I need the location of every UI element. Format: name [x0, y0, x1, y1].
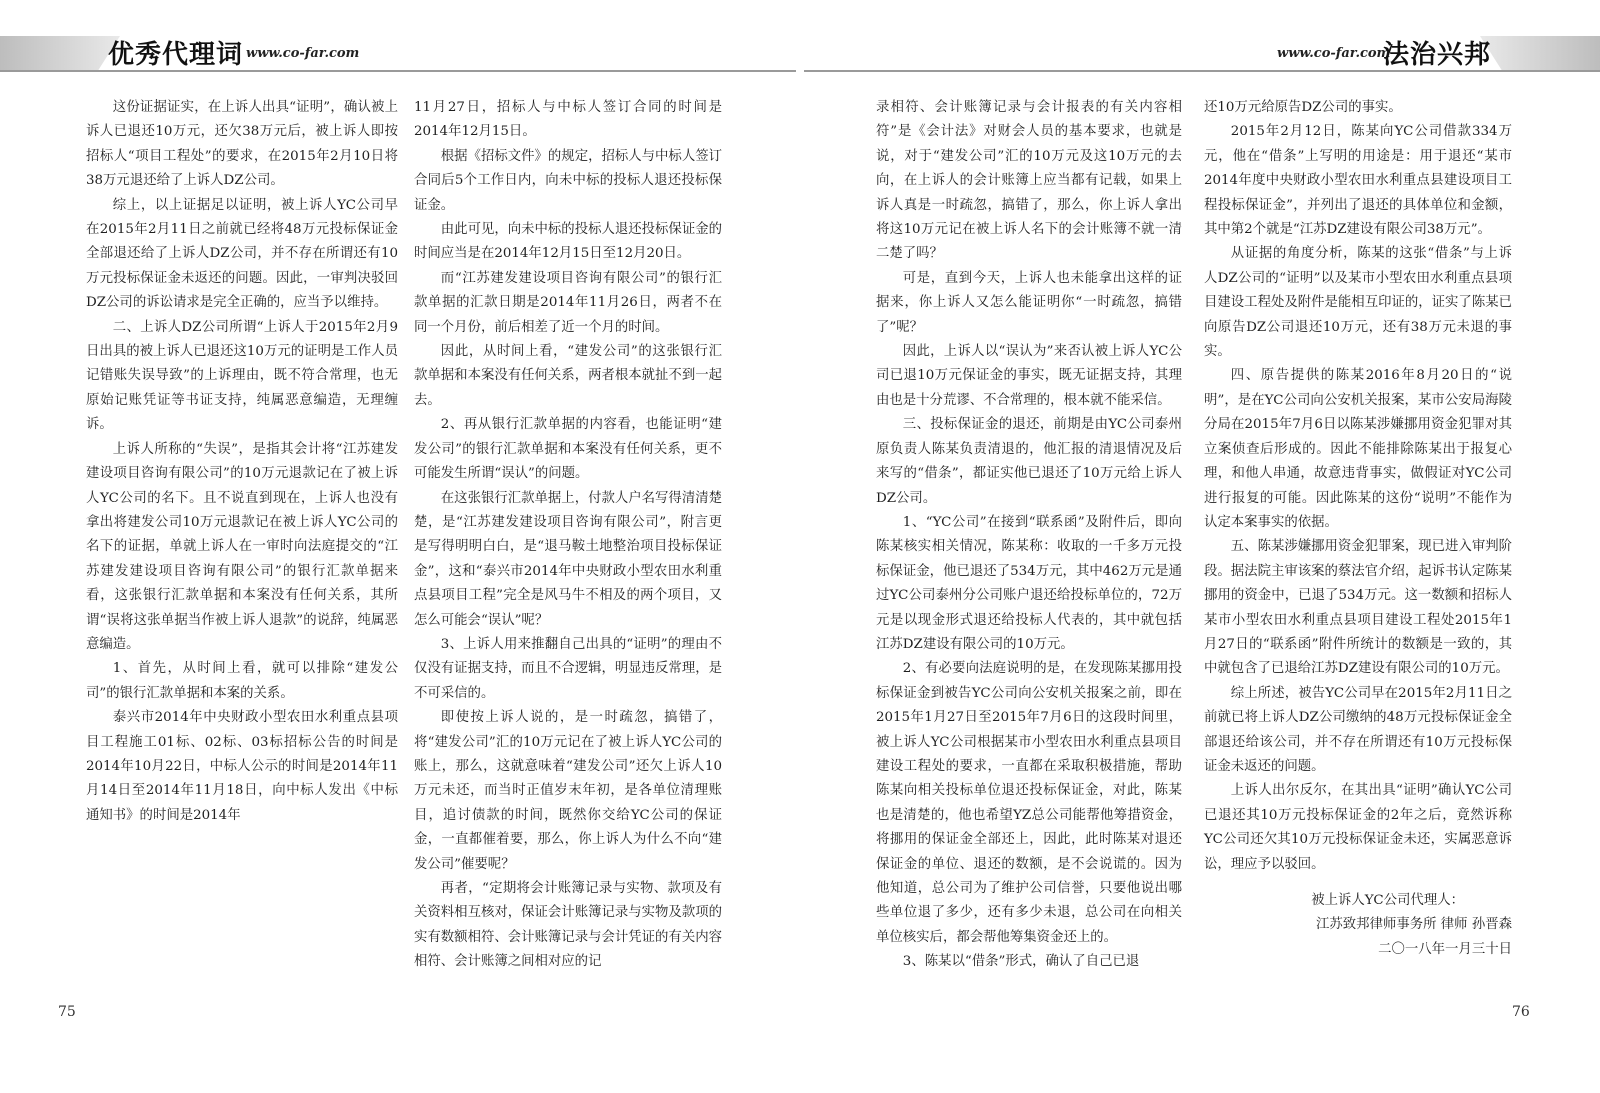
paragraph: 3、上诉人用来推翻自己出具的“证明”的理由不仅没有证据支持，而且不合逻辑，明显违反常理，是不可采信的。 [414, 636, 722, 701]
header-left-url: www.co-far.com [246, 46, 360, 61]
paragraph: 综上，以上证据足以证明，被上诉人YC公司早在2015年2月11日之前就已经将48万元投标保证金全部退还给了上诉人DZ公司，并不存在所谓还有10万元投标保证金未返还的问题。因此，一审判决驳回DZ公司的诉讼请求是完全正确的，应当予以维持。 [86, 197, 398, 311]
paragraph: 根据《招标文件》的规定，招标人与中标人签订合同后5个工作日内，向未中标的投标人退还投标保证金。 [414, 148, 722, 213]
header-right-title: 法治兴邦 [1383, 40, 1492, 70]
paragraph: 四、原告提供的陈某2016年8月20日的“说明”，是在YC公司向公安机关报案，某市公安局海陵分局在2015年7月6日以陈某涉嫌挪用资金犯罪对其立案侦查后形成的。因此不能排除陈某出于报复心理，和他人串通，故意违背事实，做假证对YC公司进行报复的可能。因此陈某的这份“说明”不能作为认定本案事实的依据。 [1204, 368, 1512, 530]
paragraph: 由此可见，向未中标的投标人退还投标保证金的时间应当是在2014年12月15日至12月20日。 [414, 222, 722, 262]
paragraph: 再者，“定期将会计账簿记录与实物、款项及有关资料相互核对，保证会计账簿记录与实物及款项的实有数额相符、会计账簿记录与会计凭证的有关内容相符、会计账簿之间相对应的记 [414, 881, 722, 970]
paragraph: 上诉人出尔反尔，在其出具“证明”确认YC公司已退还其10万元投标保证金的2年之后，竟然诉称YC公司还欠其10万元投标保证金未还，实属恶意诉讼，理应予以驳回。 [1204, 783, 1512, 872]
paragraph: 三、投标保证金的退还，前期是由YC公司泰州原负责人陈某负责清退的，他汇报的清退情况及后来写的“借条”，都证实他已退还了10万元给上诉人DZ公司。 [876, 417, 1182, 506]
paragraph: 2、有必要向法庭说明的是，在发现陈某挪用投标保证金到被告YC公司向公安机关报案之前，即在2015年1月27日至2015年7月6日的这段时间里，被上诉人YC公司根据某市小型农田水利重点县项目建设工程处的要求，一直都在采取积极措施，帮助陈某向相关投标单位退还投标保证金，对此，陈某也是清楚的，他也希望YZ总公司能帮他筹措资金，将挪用的保证金全部还上，因此，此时陈某对退还保证金的单位、退还的数额，是不会说谎的。因为他知道，总公司为了维护公司信誉，只要他说出哪些单位退了多少，还有多少未退，总公司在向相关单位核实后，都会帮他筹集资金还上的。 [876, 661, 1182, 945]
column-3 [876, 96, 1182, 975]
paragraph: 1、首先，从时间上看，就可以排除“建发公司”的银行汇款单据和本案的关系。 [86, 661, 398, 701]
paragraph: 上诉人所称的“失误”，是指其会计将“江苏建发建设项目咨询有限公司”的10万元退款记在了被上诉人YC公司的名下。且不说直到现在，上诉人也没有拿出将建发公司10万元退款记在被上诉人YC公司的名下的证据，单就上诉人在一审时向法庭提交的“江苏建发建设项目咨询有限公司”的银行汇款单据来看，这张银行汇款单据和本案没有任何关系，其所谓“误将这张单据当作被上诉人退款”的说辞，纯属恶意编造。 [86, 441, 398, 652]
header-left-decoration [0, 36, 120, 70]
paragraph: 录相符、会计账簿记录与会计报表的有关内容相符”是《会计法》对财会人员的基本要求，也就是说，对于“建发公司”汇的10万元及这10万元的去向，在上诉人的会计账簿上应当都有记载，如果上诉人真是一时疏忽，搞错了，那么，你上诉人拿出将这10万元记在被上诉人名下的会计账簿不就一清二楚了吗？ [876, 100, 1182, 262]
signature-date: 二〇一八年一月三十日 [1378, 941, 1512, 957]
paragraph: 1、“YC公司”在接到“联系函”及附件后，即向陈某核实相关情况，陈某称：收取的一千多万元投标保证金，他已退还了534万元，其中462万元是通过YC公司泰州分公司账户退还给投标单位的，72万元是以现金形式退还给投标人代表的，其中就包括江苏DZ建设有限公司的10万元。 [876, 514, 1182, 652]
column-2 [414, 96, 722, 975]
paragraph: 二、上诉人DZ公司所谓“上诉人于2015年2月9日出具的被上诉人已退还这10万元的证明是工作人员记错账失误导致”的上诉理由，既不符合常理，也无原始记账凭证等书证支持，纯属恶意编造，无理缠诉。 [86, 319, 398, 433]
signature-firm-and-lawyer: 江苏致邦律师事务所 律师 孙晋森 [1316, 917, 1512, 933]
paragraph: 综上所述，被告YC公司早在2015年2月11日之前就已将上诉人DZ公司缴纳的48万元投标保证金全部退还给该公司，并不存在所谓还有10万元投标保证金未返还的问题。 [1204, 685, 1512, 774]
paragraph: 还10万元给原告DZ公司的事实。 [1204, 100, 1402, 115]
paragraph: 在这张银行汇款单据上，付款人户名写得清清楚楚，是“江苏建发建设项目咨询有限公司”，附言更是写得明明白白，是“退马鞍土地整治项目投标保证金”，这和“泰兴市2014年中央财政小型农田水利重点县项目工程”完全是风马牛不相及的两个项目，又怎么可能会“误认”呢？ [414, 490, 722, 628]
paragraph: 2015年2月12日，陈某向YC公司借款334万元，他在“借条”上写明的用途是：用于退还“某市2014年度中央财政小型农田水利重点县建设项目工程投标保证金”，并列出了退还的具体单位和金额，其中第2个就是“江苏DZ建设有限公司38万元”。 [1204, 124, 1512, 238]
paragraph: 这份证据证实，在上诉人出具“证明”，确认被上诉人已退还10万元，还欠38万元后，被上诉人即按招标人“项目工程处”的要求，在2015年2月10日将38万元退还给了上诉人DZ公司。 [86, 100, 398, 189]
paragraph: 即使按上诉人说的，是一时疏忽，搞错了，将“建发公司”汇的10万元记在了被上诉人YC公司的账上，那么，这就意味着“建发公司”还欠上诉人10万元未还，而当时正值岁末年初，是各单位清理账目，追讨债款的时间，既然你交给YC公司的保证金，一直都催着要，那么，你上诉人为什么不向“建发公司”催要呢？ [414, 710, 722, 872]
page-number-right: 76 [1512, 1004, 1530, 1020]
paragraph: 11月27日，招标人与中标人签订合同的时间是2014年12月15日。 [414, 100, 722, 140]
page-number-left: 75 [58, 1004, 76, 1020]
paragraph: 泰兴市2014年中央财政小型农田水利重点县项目工程施工01标、02标、03标招标公告的时间是2014年10月22日，中标人公示的时间是2014年11月14日至2014年11月18日，向中标人发出《中标通知书》的时间是2014年 [86, 710, 398, 823]
header-left-title: 优秀代理词 [108, 40, 244, 70]
paragraph: 2、再从银行汇款单据的内容看，也能证明“建发公司”的银行汇款单据和本案没有任何关系，更不可能发生所谓“误认”的问题。 [414, 417, 722, 482]
header-left-rule [0, 70, 796, 72]
paragraph: 而“江苏建发建设项目咨询有限公司”的银行汇款单据的汇款日期是2014年11月26日，两者不在同一个月份，前后相差了近一个月的时间。 [414, 270, 722, 335]
header-right-url: www.co-far.com [1277, 46, 1391, 61]
paragraph: 五、陈某涉嫌挪用资金犯罪案，现已进入审判阶段。据法院主审该案的蔡法官介绍，起诉书认定陈某挪用的资金中，已退了534万元。这一数额和招标人某市小型农田水利重点县项目建设工程处2015年1月27日的“联系函”附件所统计的数额是一致的，其中就包含了已退给江苏DZ建设有限公司的10万元。 [1204, 539, 1512, 677]
column-1 [86, 96, 398, 828]
paragraph: 从证据的角度分析，陈某的这张“借条”与上诉人DZ公司的“证明”以及某市小型农田水利重点县项目建设工程处及附件是能相互印证的，证实了陈某已向原告DZ公司退还10万元，还有38万元未退的事实。 [1204, 246, 1512, 360]
signature-attorney-label: 被上诉人YC公司代理人： [1311, 893, 1464, 908]
paragraph: 因此，上诉人以“误认为”来否认被上诉人YC公司已退10万元保证金的事实，既无证据支持，其理由也是十分荒谬、不合常理的，根本就不能采信。 [876, 344, 1182, 408]
paragraph: 因此，从时间上看，“建发公司”的这张银行汇款单据和本案没有任何关系，两者根本就扯不到一起去。 [414, 344, 722, 408]
header-right-decoration [1480, 36, 1600, 70]
column-4 [1204, 96, 1512, 962]
header-right-rule [804, 70, 1600, 72]
paragraph: 3、陈某以“借条”形式，确认了自己已退 [902, 954, 1140, 970]
paragraph: 可是，直到今天，上诉人也未能拿出这样的证据来，你上诉人又怎么能证明你“一时疏忽，搞错了”呢？ [876, 270, 1182, 335]
